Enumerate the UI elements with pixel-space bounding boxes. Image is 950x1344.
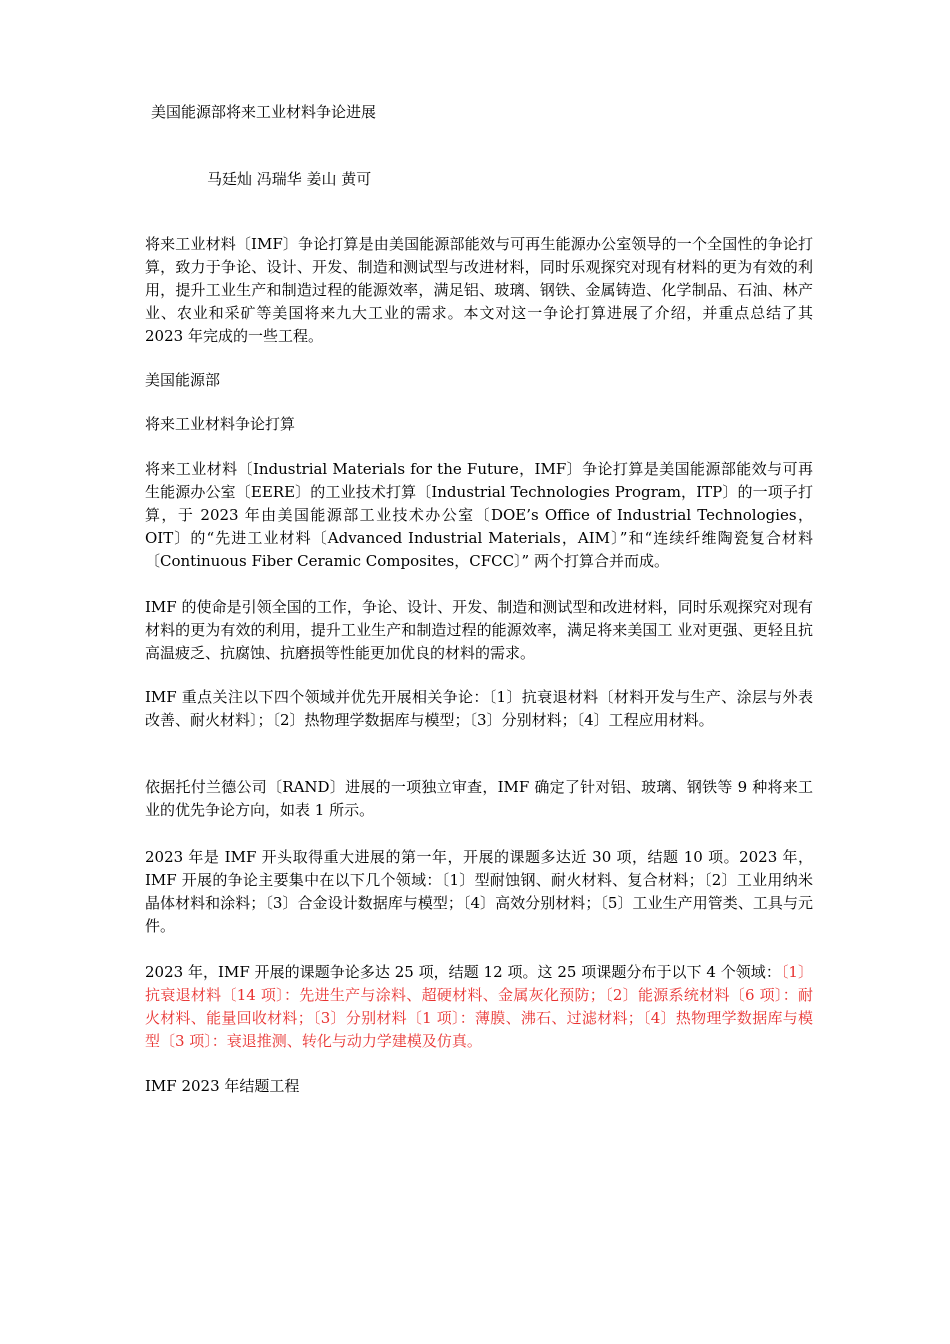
body-paragraph-focus-areas: IMF 重点关注以下四个领域并优先开展相关争论：〔1〕抗衰退材料〔材料开发与生产、涂层与外表改善、耐火材料〕；〔2〕热物理学数据库与模型；〔3〕分别材料；〔4〕工程应用材料。: [145, 688, 813, 729]
body-paragraph-mission: IMF 的使命是引领全国的工作，争论、设计、开发、制造和测试型和改进材料，同时乐观探究对现有材料的更为有效的利用，提升工业生产和制造过程的能源效率，满足将来美国工 业对更强、更轻且抗高温疲乏、抗腐蚀、抗磨损等性能更加优良的材料的需求。: [145, 598, 813, 662]
keyword-line-imf: 将来工业材料争论打算: [145, 415, 296, 433]
body-paragraph-projects: [145, 961, 813, 1053]
keyword-line-doe: 美国能源部: [145, 371, 221, 389]
section-heading-completed-projects: IMF 2023 年结题工程: [145, 1077, 300, 1095]
body-paragraph-rand-review: 依据托付兰德公司〔RAND〕进展的一项独立审查，IMF 确定了针对铝、玻璃、钢铁等 9 种将来工业的优先争论方向，如表 1 所示。: [145, 778, 813, 819]
document-authors: 马廷灿 冯瑞华 姜山 黄可: [207, 170, 372, 188]
abstract-paragraph: 将来工业材料〔IMF〕争论打算是由美国能源部能效与可再生能源办公室领导的一个全国性的争论打算，致力于争论、设计、开发、制造和测试型与改进材料，同时乐观探究对现有材料的更为有效的利用，提升工业生产和制造过程的能源效率，满足铝、玻璃、钢铁、金属铸造、化学制品、石油、林产业、农业和采矿等美国将来九大工业的需求。本文对这一争论打算进展了介绍，并重点总结了其 2023 年完成的一些工程。: [145, 235, 813, 345]
body-paragraph-progress: 2023 年是 IMF 开头取得重大进展的第一年，开展的课题多达近 30 项，结题 10 项。2023 年，IMF 开展的争论主要集中在以下几个领域：〔1〕型耐蚀钢、耐火材料、复合材料；〔2〕工业用纳米晶体材料和涂料；〔3〕合金设计数据库与模型；〔4〕高效分别材料；〔5〕工业生产用管类、工具与元件。: [145, 848, 813, 935]
document-title: 美国能源部将来工业材料争论进展: [151, 103, 377, 121]
projects-highlight-text: 〔1〕抗衰退材料〔14 项〕：先进生产与涂料、超硬材料、金属灰化预防；〔2〕能源系统材料〔6 项〕：耐火材料、能量回收材料；〔3〕分别材料〔1 项〕：薄膜、沸石、过滤材料；〔4〕热物理学数据库与模型〔3 项〕：衰退推测、转化与动力学建模及仿真。: [145, 963, 813, 1050]
body-paragraph-background: 将来工业材料〔Industrial Materials for the Future，IMF〕争论打算是美国能源部能效与可再生能源办公室〔EERE〕的工业技术打算〔Industrial Technologies Program，ITP〕的一项子打算，于 2023 年由美国能源部工业技术办公室〔DOE’s Office of Industrial Technologies，OIT〕的“先进工业材料〔Advanced Industrial Materials，AIM〕”和“连续纤维陶瓷复合材料〔Continuous Fiber Ceramic Composites，CFCC〕” 两个打算合并而成。: [145, 460, 813, 570]
projects-intro-text: 2023 年，IMF 开展的课题争论多达 25 项，结题 12 项。这 25 项课题分布于以下 4 个领域：: [145, 963, 781, 981]
